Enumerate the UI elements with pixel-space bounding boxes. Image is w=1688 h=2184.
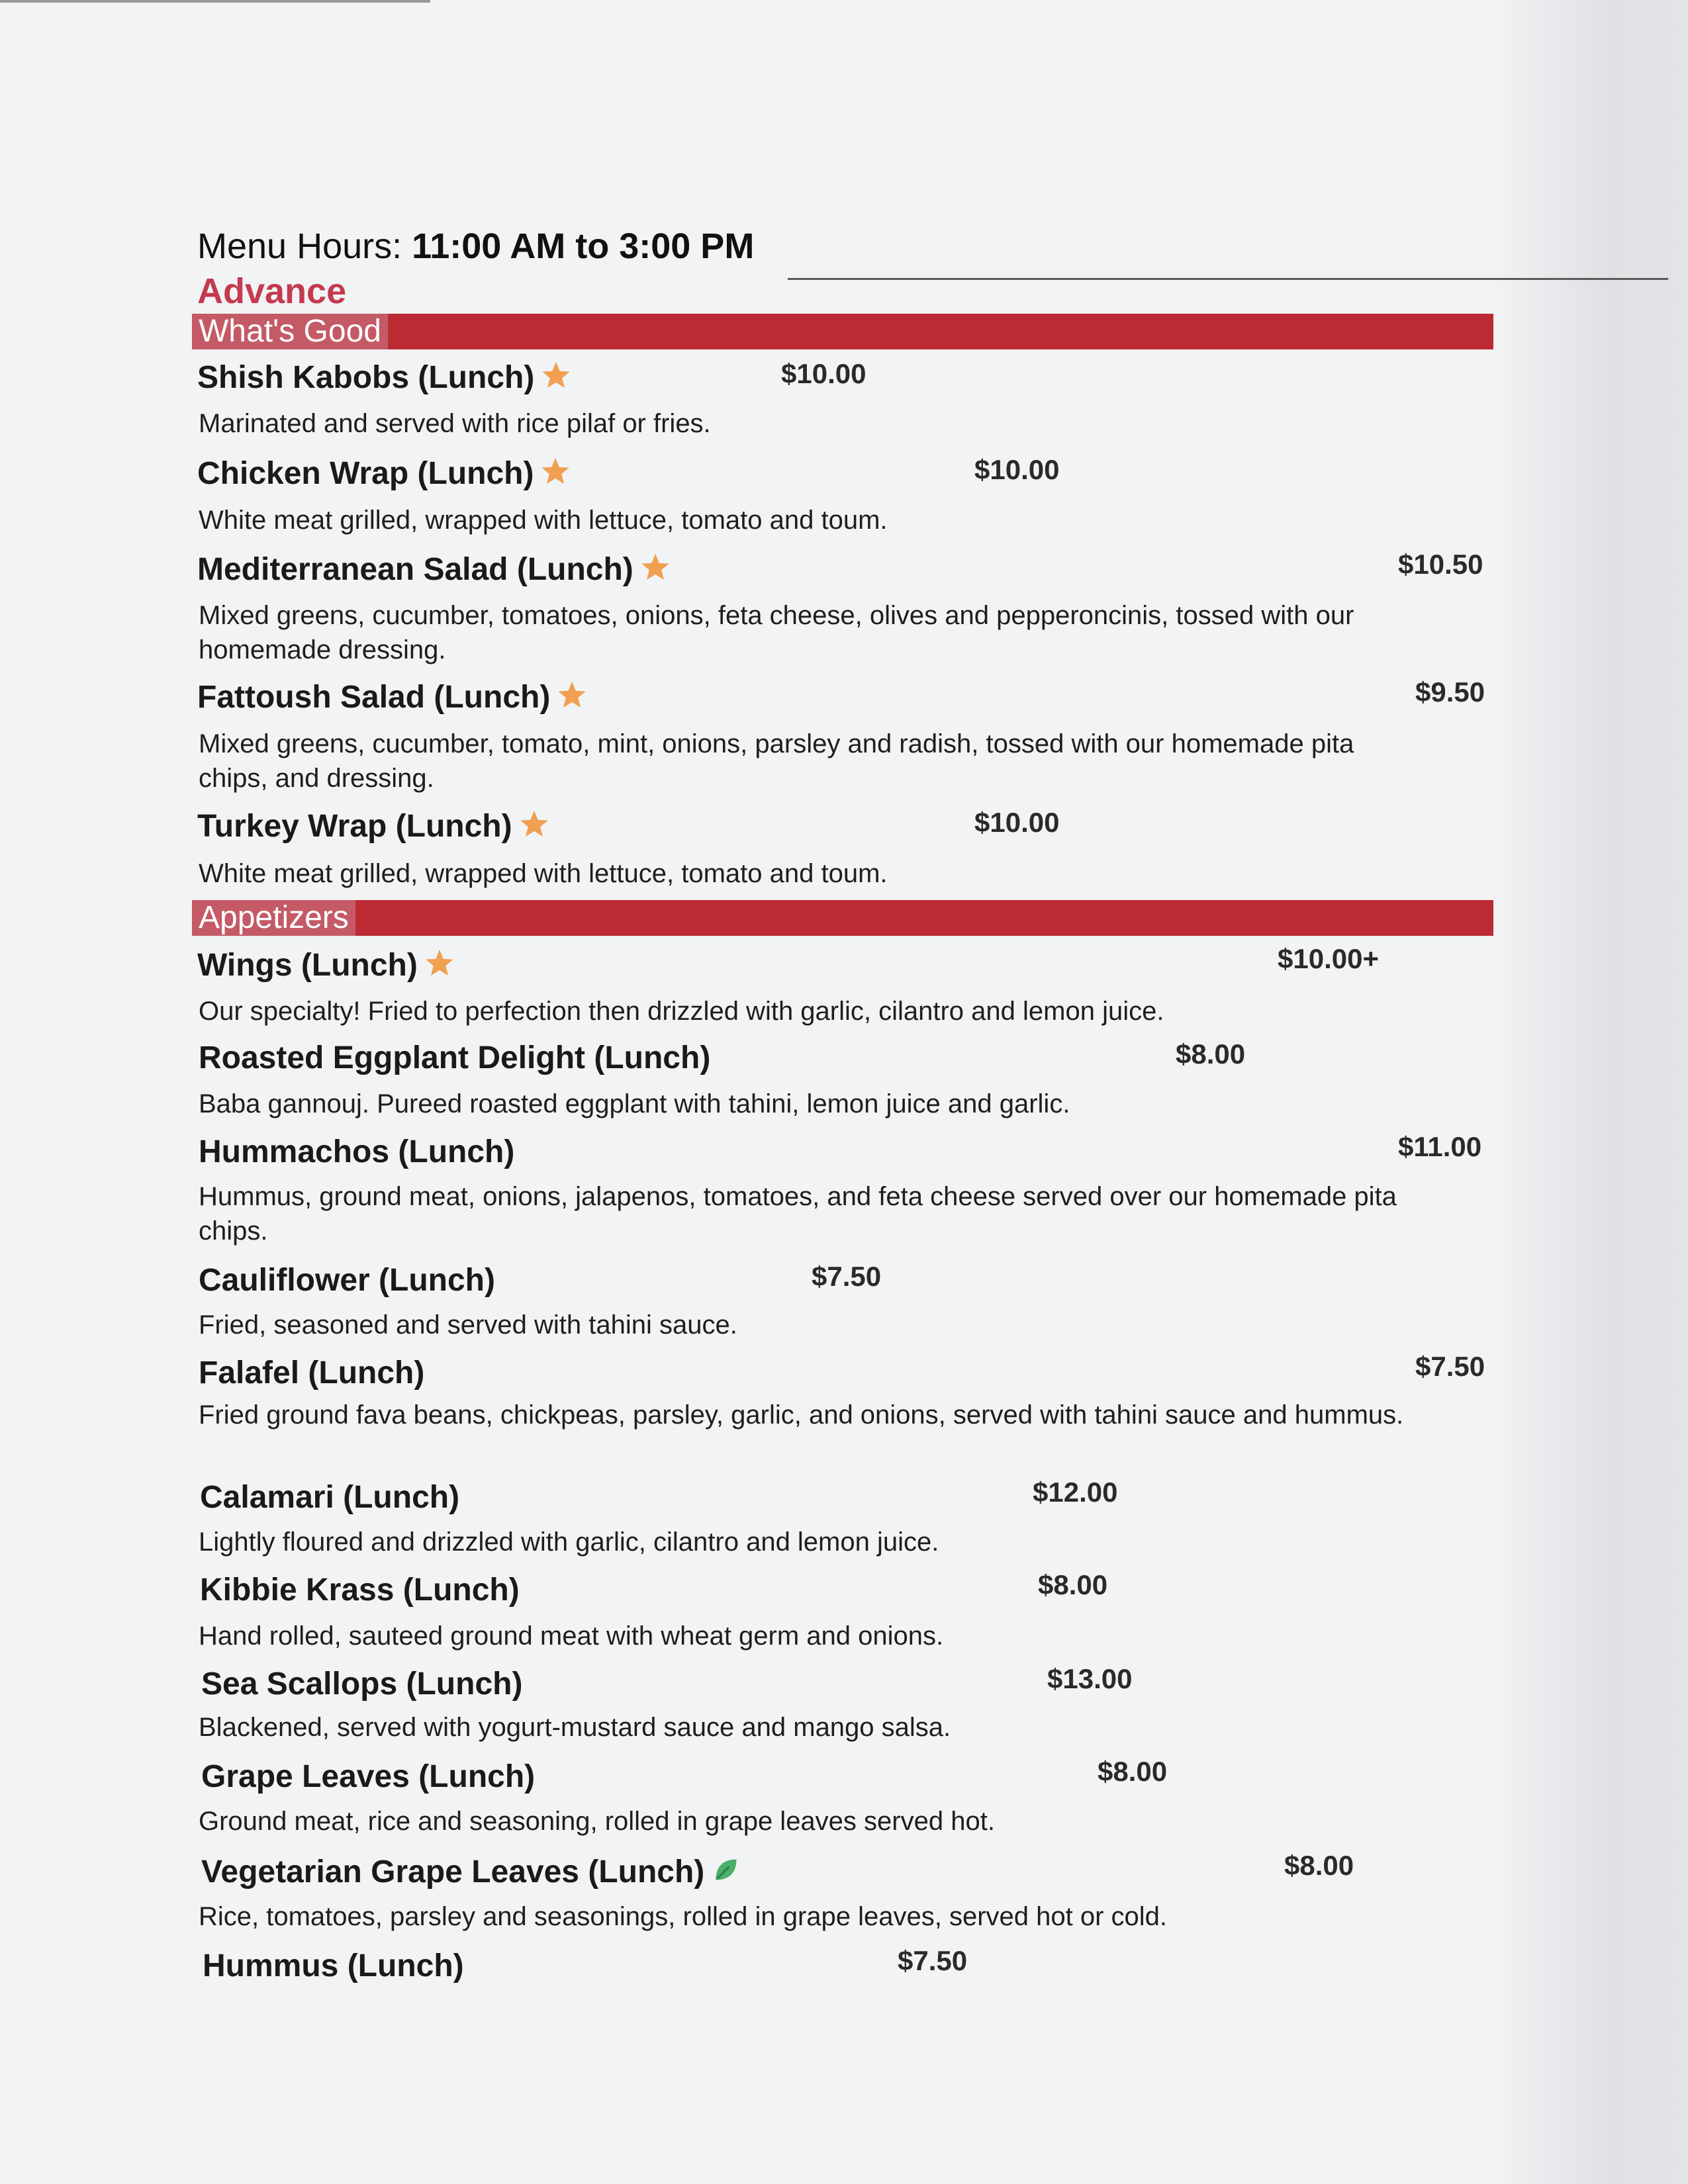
item-price: $8.00 [1176, 1038, 1246, 1069]
item-description: Rice, tomatoes, parsley and seasonings, rolled in grape leaves, served hot or cold. [199, 1902, 1168, 1931]
item-name: Sea Scallops (Lunch) [201, 1666, 523, 1702]
item-price: $12.00 [1033, 1477, 1118, 1508]
star-icon [519, 809, 549, 839]
section-title: What's Good [192, 314, 388, 349]
header-divider [788, 278, 1668, 280]
item-price: $10.00 [781, 358, 867, 389]
item-description: Fried, seasoned and served with tahini sauce. [199, 1310, 737, 1340]
item-description: Mixed greens, cucumber, tomatoes, onions, feta cheese, olives and pepperoncinis, tossed with our homemade dressing. [199, 601, 1354, 664]
section-title: Appetizers [192, 900, 355, 936]
item-description: Marinated and served with rice pilaf or fries. [199, 409, 711, 438]
star-icon [540, 456, 571, 486]
item-price: $7.50 [1415, 1351, 1485, 1382]
item-price: $11.00 [1398, 1131, 1482, 1162]
hours-value: 11:00 AM to 3:00 PM [412, 226, 755, 266]
item-description: Lightly floured and drizzled with garlic, cilantro and lemon juice. [199, 1527, 939, 1557]
item-name: Calamari (Lunch) [200, 1480, 460, 1515]
item-price: $8.00 [1038, 1569, 1108, 1600]
item-description: Our specialty! Fried to perfection then drizzled with garlic, cilantro and lemon juice. [199, 997, 1164, 1026]
item-description: Hand rolled, sauteed ground meat with wheat germ and onions. [199, 1621, 944, 1651]
menu-hours [197, 225, 754, 267]
item-description: Ground meat, rice and seasoning, rolled in grape leaves served hot. [199, 1807, 995, 1836]
item-description: Hummus, ground meat, onions, jalapenos, tomatoes, and feta cheese served over our homemade pita chips. [199, 1182, 1397, 1246]
item-name: Grape Leaves (Lunch) [201, 1759, 536, 1794]
item-name: Shish Kabobs (Lunch) [197, 359, 571, 397]
item-name: Chicken Wrap (Lunch) [197, 455, 571, 493]
item-description: Mixed greens, cucumber, tomato, mint, onions, parsley and radish, tossed with our homemade pita chips, and dressing. [199, 729, 1354, 793]
item-description: Baba gannouj. Pureed roasted eggplant with tahini, lemon juice and garlic. [199, 1089, 1070, 1118]
item-name: Falafel (Lunch) [199, 1355, 425, 1390]
item-price: $13.00 [1047, 1663, 1133, 1694]
item-name: Cauliflower (Lunch) [199, 1263, 495, 1298]
item-description: White meat grilled, wrapped with lettuce, tomato and toum. [199, 506, 888, 535]
item-price: $7.50 [812, 1261, 882, 1292]
item-name: Vegetarian Grape Leaves (Lunch) [201, 1853, 740, 1891]
item-price: $10.50 [1398, 549, 1483, 580]
item-name: Kibbie Krass (Lunch) [200, 1572, 520, 1608]
item-name: Turkey Wrap (Lunch) [197, 807, 549, 846]
restaurant-name: Advance [197, 271, 347, 311]
item-price: $8.00 [1098, 1756, 1168, 1787]
section-header-whats-good [192, 314, 1493, 349]
item-name: Mediterranean Salad (Lunch) [197, 551, 671, 589]
item-price: $10.00+ [1278, 943, 1379, 974]
item-price: $10.00 [974, 807, 1060, 838]
item-price: $8.00 [1284, 1850, 1354, 1881]
hours-label: Menu Hours: [197, 226, 412, 266]
star-icon [424, 948, 455, 978]
item-price: $10.00 [974, 454, 1060, 485]
section-header-appetizers [192, 900, 1493, 936]
item-description: White meat grilled, wrapped with lettuce, tomato and toum. [199, 859, 888, 888]
item-description: Fried ground fava beans, chickpeas, parsley, garlic, and onions, served with tahini sauce and hummus. [199, 1400, 1404, 1430]
item-description: Blackened, served with yogurt-mustard sauce and mango salsa. [199, 1713, 951, 1742]
star-icon [557, 680, 587, 710]
item-name: Hummus (Lunch) [203, 1948, 464, 1983]
item-name: Wings (Lunch) [197, 946, 455, 985]
leaf-icon [711, 1856, 740, 1885]
star-icon [541, 360, 571, 390]
item-price: $9.50 [1415, 676, 1485, 707]
item-name: Fattoush Salad (Lunch) [197, 678, 587, 717]
star-icon [640, 552, 671, 582]
item-name: Roasted Eggplant Delight (Lunch) [199, 1040, 711, 1075]
item-price: $7.50 [898, 1945, 968, 1976]
scan-edge-line [0, 0, 430, 3]
item-name: Hummachos (Lunch) [199, 1134, 515, 1169]
scan-shadow [1489, 0, 1688, 2184]
